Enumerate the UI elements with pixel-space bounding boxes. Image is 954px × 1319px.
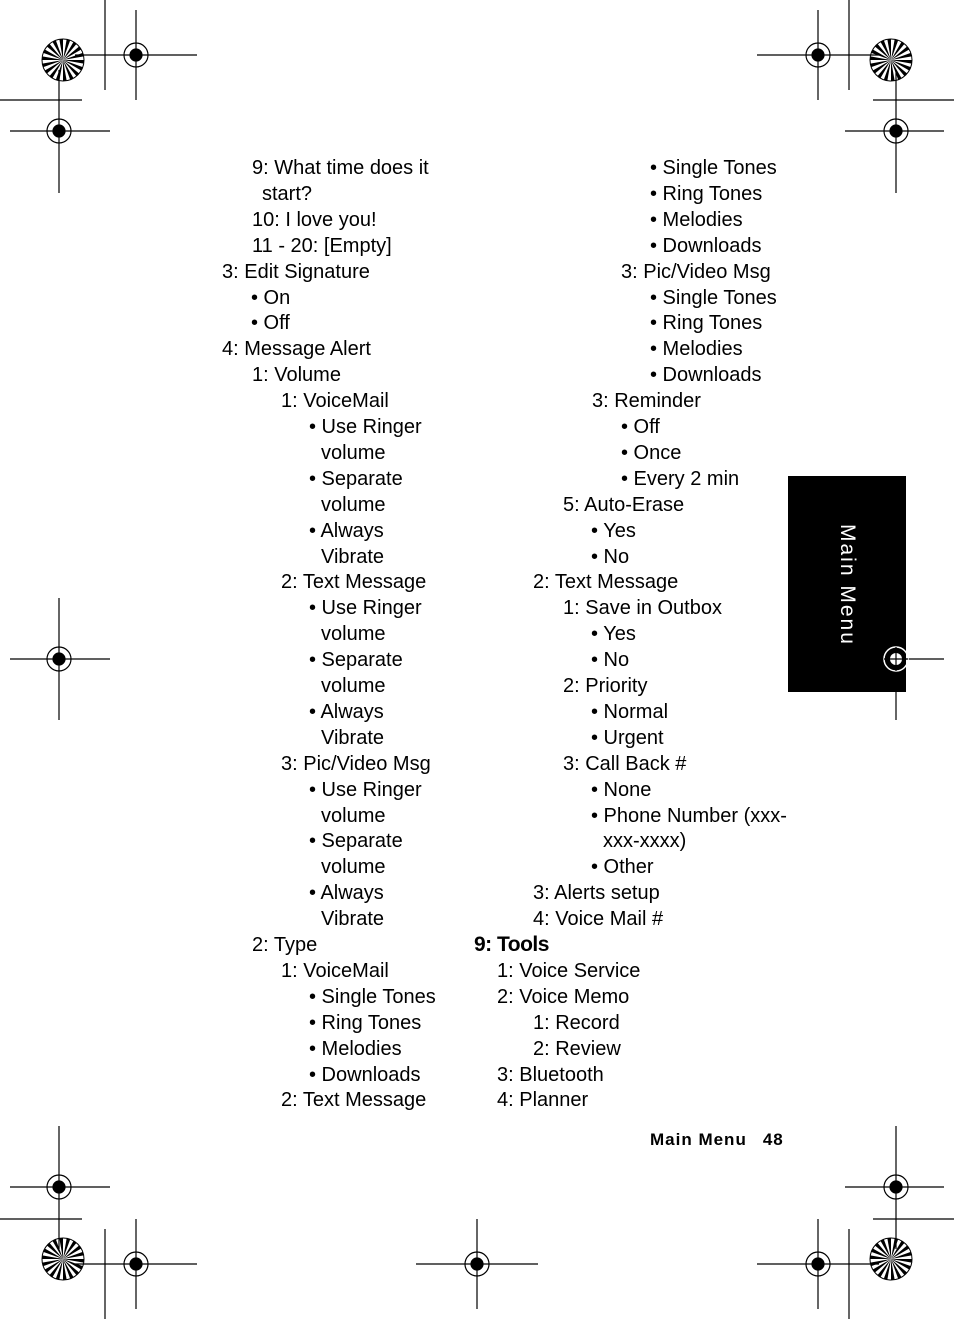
menu-item: Vibrate bbox=[321, 908, 385, 931]
menu-item: 10: I love you! bbox=[252, 208, 377, 231]
menu-item: • Off bbox=[621, 416, 660, 438]
menu-item: Vibrate bbox=[321, 726, 385, 749]
registration-mark-right-upper bbox=[845, 70, 944, 193]
starburst-target bbox=[870, 39, 912, 81]
menu-item: 1: Voice Service bbox=[497, 959, 641, 982]
menu-item: 1: VoiceMail bbox=[281, 959, 389, 982]
menu-item: • Downloads bbox=[650, 234, 762, 257]
menu-item: • Always bbox=[309, 882, 384, 905]
menu-item: 1: Save in Outbox bbox=[563, 597, 722, 620]
menu-item: 1: Record bbox=[533, 1011, 620, 1034]
registration-mark-left-lower bbox=[10, 1126, 110, 1249]
menu-item: • Once bbox=[621, 441, 682, 464]
menu-item: 2: Text Message bbox=[281, 571, 427, 594]
registration-mark-bottom-center bbox=[416, 1219, 538, 1309]
menu-item: • Always bbox=[309, 519, 384, 542]
menu-item: 2: Voice Memo bbox=[497, 985, 630, 1008]
menu-item: • Phone Number (xxx- bbox=[591, 804, 787, 827]
side-tab bbox=[788, 476, 906, 692]
menu-item: • Other bbox=[591, 856, 654, 879]
menu-item: • Yes bbox=[591, 519, 636, 542]
menu-item: 1: Volume bbox=[252, 364, 341, 387]
menu-item: volume bbox=[321, 441, 386, 464]
menu-item: 3: Alerts setup bbox=[533, 882, 660, 905]
menu-item: 3: Pic/Video Msg bbox=[621, 260, 771, 283]
menu-item: start? bbox=[262, 182, 313, 205]
menu-item: • Melodies bbox=[650, 338, 743, 361]
menu-item: volume bbox=[321, 856, 386, 879]
menu-item: 3: Bluetooth bbox=[497, 1063, 604, 1086]
menu-item: • Normal bbox=[591, 700, 669, 723]
page-number: 48 bbox=[762, 1130, 784, 1149]
menu-item: 2: Text Message bbox=[281, 1089, 427, 1112]
registration-mark-bottom-left bbox=[75, 1219, 197, 1309]
registration-mark-right-lower bbox=[845, 1126, 944, 1249]
menu-item: • Use Ringer bbox=[309, 597, 422, 620]
menu-item: 2: Review bbox=[533, 1037, 621, 1060]
menu-item: • Yes bbox=[591, 623, 636, 646]
menu-item: • Single Tones bbox=[650, 157, 777, 179]
menu-item: • Single Tones bbox=[309, 985, 436, 1008]
menu-item: • Use Ringer bbox=[309, 416, 422, 438]
menu-item: • Always bbox=[309, 700, 384, 723]
menu-item: 2: Text Message bbox=[533, 571, 679, 594]
menu-item: • Ring Tones bbox=[650, 312, 763, 335]
side-tab-label: Main Menu bbox=[836, 524, 859, 646]
starburst-target bbox=[42, 39, 84, 81]
menu-item: • Separate bbox=[309, 467, 403, 490]
menu-item: 4: Planner bbox=[497, 1089, 589, 1112]
menu-item: xxx-xxxx) bbox=[603, 830, 687, 853]
menu-item: • Separate bbox=[309, 649, 403, 672]
menu-item: 2: Type bbox=[252, 934, 318, 956]
menu-item: 2: Priority bbox=[563, 675, 648, 697]
menu-item: volume bbox=[321, 804, 386, 827]
registration-mark-top-right bbox=[757, 10, 879, 100]
menu-item: 3: Call Back # bbox=[563, 752, 687, 775]
starburst-target bbox=[870, 1238, 912, 1280]
menu-item: 4: Message Alert bbox=[222, 338, 371, 361]
registration-mark-left-upper bbox=[10, 70, 110, 193]
registration-mark-top-left bbox=[75, 10, 197, 100]
registration-mark-bottom-right bbox=[757, 1219, 879, 1309]
menu-item: 1: VoiceMail bbox=[281, 390, 389, 413]
starburst-targets bbox=[42, 39, 912, 1280]
section-heading: 9: Tools bbox=[474, 933, 549, 956]
menu-item: Vibrate bbox=[321, 545, 385, 568]
menu-item: 11 - 20: [Empty] bbox=[252, 234, 392, 257]
menu-item: • Off bbox=[251, 312, 290, 335]
menu-item: • None bbox=[591, 778, 652, 801]
menu-item: • No bbox=[591, 649, 630, 672]
menu-item: • Urgent bbox=[591, 726, 664, 749]
menu-item: • No bbox=[591, 545, 630, 568]
menu-item: • Downloads bbox=[650, 364, 762, 387]
menu-item: • Every 2 min bbox=[621, 467, 740, 490]
menu-item: • On bbox=[251, 286, 291, 309]
menu-item: • Single Tones bbox=[650, 286, 777, 309]
menu-item: 5: Auto-Erase bbox=[563, 493, 685, 516]
menu-item: volume bbox=[321, 623, 386, 646]
menu-item: • Use Ringer bbox=[309, 778, 422, 801]
menu-item: 9: What time does it bbox=[252, 157, 429, 179]
menu-item: • Separate bbox=[309, 830, 403, 853]
registration-mark-left-middle bbox=[10, 598, 110, 720]
menu-item: 3: Pic/Video Msg bbox=[281, 752, 431, 775]
menu-item: 3: Reminder bbox=[592, 390, 701, 413]
menu-item: • Ring Tones bbox=[309, 1011, 422, 1034]
menu-item: • Downloads bbox=[309, 1063, 421, 1086]
page-footer bbox=[650, 1130, 784, 1150]
menu-item: • Melodies bbox=[650, 208, 743, 231]
menu-item: 4: Voice Mail # bbox=[533, 908, 664, 931]
menu-item: • Melodies bbox=[309, 1037, 402, 1060]
starburst-target bbox=[42, 1238, 84, 1280]
menu-item: • Ring Tones bbox=[650, 182, 763, 205]
menu-item: 3: Edit Signature bbox=[222, 260, 370, 283]
menu-item: volume bbox=[321, 675, 386, 697]
footer-section-title: Main Menu bbox=[650, 1130, 747, 1149]
menu-item: volume bbox=[321, 493, 386, 516]
